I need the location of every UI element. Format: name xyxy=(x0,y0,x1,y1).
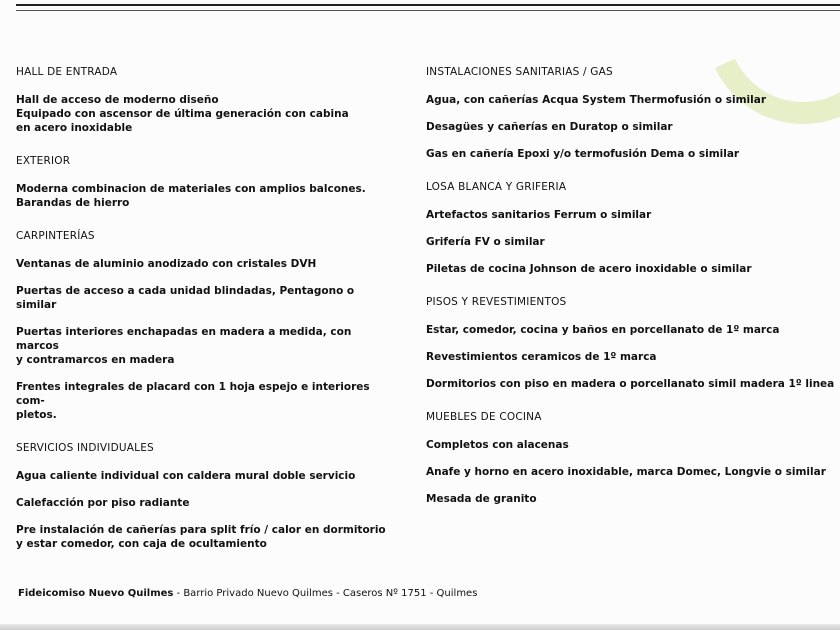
footer-brand: Fideicomiso Nuevo Quilmes xyxy=(18,588,174,599)
footer xyxy=(18,588,477,599)
spec-item: Revestimientos ceramicos de 1º marca xyxy=(426,351,657,363)
spec-item: Desagües y cañerías en Duratop o similar xyxy=(426,121,673,133)
section-hall-de-entrada xyxy=(16,66,386,135)
spec-item: Frentes integrales de placard con 1 hoja espejo e interiores com- pletos. xyxy=(16,381,370,421)
section-heading: EXTERIOR xyxy=(16,155,71,167)
left-column xyxy=(16,66,386,551)
spec-item: Ventanas de aluminio anodizado con cristales DVH xyxy=(16,258,317,270)
section-exterior xyxy=(16,155,386,210)
spec-item: Hall de acceso de moderno diseño Equipado con ascensor de última generación con cabina en acero inoxidable xyxy=(16,94,349,134)
bottom-edge xyxy=(0,624,840,630)
section-heading: SERVICIOS INDIVIDUALES xyxy=(16,442,154,454)
section-heading: MUEBLES DE COCINA xyxy=(426,411,542,423)
spec-item: Calefacción por piso radiante xyxy=(16,497,190,509)
spec-item: Puertas de acceso a cada unidad blindadas, Pentagono o similar xyxy=(16,285,355,311)
section-instalaciones-sanitarias xyxy=(426,66,836,161)
spec-item: Gas en cañería Epoxi y/o termofusión Dema o similar xyxy=(426,148,740,160)
spec-item: Moderna combinacion de materiales con amplios balcones. Barandas de hierro xyxy=(16,183,366,209)
spec-item: Pre instalación de cañerías para split frío / calor en dormitorio y estar comedor, con caja de ocultamiento xyxy=(16,524,386,550)
spec-item: Agua caliente individual con caldera mural doble servicio xyxy=(16,470,356,482)
spec-item: Anafe y horno en acero inoxidable, marca Domec, Longvie o similar xyxy=(426,466,826,478)
spec-item: Completos con alacenas xyxy=(426,439,569,451)
spec-item: Dormitorios con piso en madera o porcellanato simil madera 1º linea xyxy=(426,378,835,390)
section-heading: CARPINTERÍAS xyxy=(16,230,95,242)
spec-item: Artefactos sanitarios Ferrum o similar xyxy=(426,209,652,221)
section-carpinterias xyxy=(16,230,386,422)
spec-item: Estar, comedor, cocina y baños en porcellanato de 1º marca xyxy=(426,324,780,336)
footer-address: - Barrio Privado Nuevo Quilmes - Caseros Nº 1751 - Quilmes xyxy=(173,588,478,599)
section-servicios-individuales xyxy=(16,442,386,551)
section-muebles-cocina xyxy=(426,411,836,506)
section-losa-blanca xyxy=(426,181,836,276)
spec-item: Mesada de granito xyxy=(426,493,537,505)
right-column xyxy=(426,66,836,506)
spec-item: Piletas de cocina Johnson de acero inoxidable o similar xyxy=(426,263,752,275)
spec-item: Grifería FV o similar xyxy=(426,236,545,248)
section-pisos-revestimientos xyxy=(426,296,836,391)
section-heading: INSTALACIONES SANITARIAS / GAS xyxy=(426,66,613,78)
section-heading: PISOS Y REVESTIMIENTOS xyxy=(426,296,567,308)
section-heading: HALL DE ENTRADA xyxy=(16,66,118,78)
spec-item: Agua, con cañerías Acqua System Thermofusión o similar xyxy=(426,94,767,106)
spec-item: Puertas interiores enchapadas en madera a medida, con marcos y contramarcos en madera xyxy=(16,326,352,366)
section-heading: LOSA BLANCA Y GRIFERIA xyxy=(426,181,567,193)
